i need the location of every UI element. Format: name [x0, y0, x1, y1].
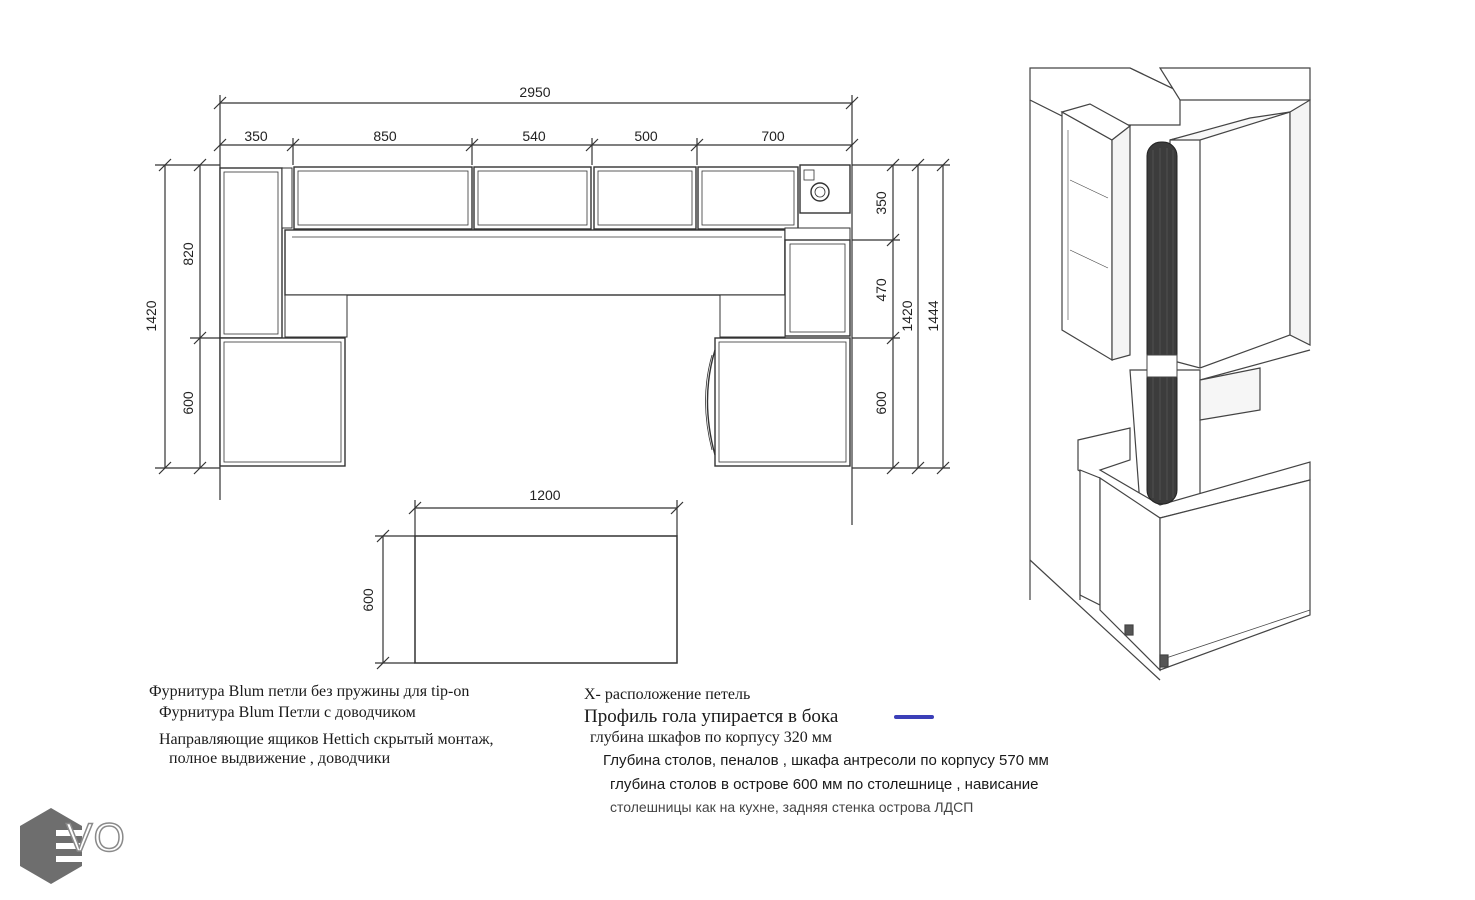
note-blum-softclose: Фурнитура Blum Петли с доводчиком: [159, 704, 416, 721]
logo-text: VO: [66, 816, 126, 860]
dim-w4: 500: [634, 128, 658, 144]
dim-w5: 700: [761, 128, 785, 144]
dim-right-total-1: 1420: [899, 300, 915, 332]
dim-island-width: 1200: [529, 487, 561, 503]
dim-w2: 850: [373, 128, 397, 144]
note-cabinet-depth: глубина шкафов по корпусу 320 мм: [590, 729, 832, 746]
note-hinge-position: Х- расположение петель: [584, 686, 751, 703]
dim-w3: 540: [522, 128, 546, 144]
dim-total-width: 2950: [519, 84, 551, 100]
note-island-back-panel: столешницы как на кухне, задняя стенка острова ЛДСП: [610, 799, 974, 815]
dim-right-mid: 470: [873, 278, 889, 302]
note-full-extension: полное выдвижение , доводчики: [169, 750, 391, 767]
dim-left-total: 1420: [143, 300, 159, 332]
dim-left-upper: 820: [180, 242, 196, 266]
dim-island-depth: 600: [360, 588, 376, 612]
note-gola-profile: Профиль гола упирается в бока: [584, 706, 839, 727]
note-blum-tipon: Фурнитура Blum петли без пружины для tip-on: [149, 683, 470, 700]
note-tables-depth: Глубина столов, пеналов , шкафа антресоли по корпусу 570 мм: [603, 752, 1049, 769]
note-hettich-runners: Направляющие ящиков Hettich скрытый монтаж,: [159, 731, 494, 748]
dim-left-lower: 600: [180, 391, 196, 415]
dim-right-lower: 600: [873, 391, 889, 415]
note-island-depth: глубина столов в острове 600 мм по столешнице , нависание: [610, 776, 1039, 793]
dim-right-total-2: 1444: [925, 300, 941, 332]
gola-profile-legend-line: [894, 715, 934, 719]
dim-w1: 350: [244, 128, 268, 144]
dim-right-top: 350: [873, 191, 889, 215]
